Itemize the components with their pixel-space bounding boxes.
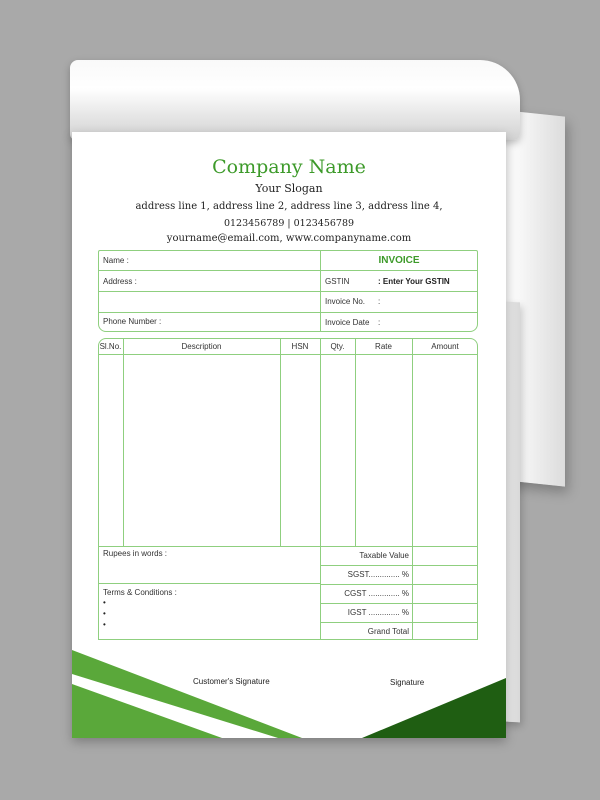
- footer-corner-dark: [362, 678, 506, 738]
- invoice-date-colon: :: [378, 318, 381, 327]
- address-label: Address :: [103, 277, 137, 286]
- col-line-1: [123, 338, 124, 546]
- invoice-date-label: Invoice Date: [325, 318, 370, 327]
- sgst-label: SGST.............. %: [347, 570, 409, 579]
- rupees-in-words-label: Rupees in words :: [103, 549, 168, 558]
- pad-binding-roll: [70, 60, 520, 140]
- gstin-value: : Enter Your GSTIN: [378, 277, 450, 286]
- summary-line-4: [320, 622, 478, 623]
- taxable-value-label: Taxable Value: [359, 551, 409, 560]
- info-row-line-2: [98, 291, 478, 292]
- footer-decoration: [72, 648, 506, 738]
- summary-line-2: [320, 584, 478, 585]
- col-line-4: [355, 338, 356, 546]
- terms-label: Terms & Conditions :: [103, 588, 177, 597]
- col-header-description: Description: [181, 342, 222, 351]
- invoice-no-label: Invoice No.: [325, 297, 366, 306]
- col-header-qty: Qty.: [330, 342, 345, 351]
- name-label: Name :: [103, 256, 129, 265]
- col-header-amount: Amount: [431, 342, 459, 351]
- company-phones: 0123456789 | 0123456789: [223, 218, 355, 229]
- cgst-label: CGST .............. %: [344, 589, 409, 598]
- col-line-2: [280, 338, 281, 546]
- company-slogan: Your Slogan: [255, 182, 323, 195]
- info-row-line-1: [98, 270, 478, 271]
- col-header-rate: Rate: [375, 342, 392, 351]
- igst-label: IGST .............. %: [347, 608, 409, 617]
- col-header-slno: Sl.No.: [99, 342, 122, 351]
- terms-bullet-3: •: [103, 620, 106, 629]
- company-address: address line 1, address line 2, address line 3, address line 4,: [135, 201, 443, 212]
- company-name: Company Name: [212, 156, 366, 178]
- summary-line-1: [320, 565, 478, 566]
- invoice-title: INVOICE: [378, 255, 420, 266]
- phone-label: Phone Number :: [103, 317, 162, 326]
- summary-line-3: [320, 603, 478, 604]
- grand-total-label: Grand Total: [367, 627, 409, 636]
- terms-bullet-1: •: [103, 598, 106, 607]
- gstin-label: GSTIN: [325, 277, 350, 286]
- col-header-hsn: HSN: [291, 342, 309, 351]
- customer-signature-label: Customer's Signature: [193, 677, 270, 686]
- summary-top-line: [98, 546, 478, 547]
- info-row-line-3: [98, 312, 478, 313]
- company-contact: yourname@email.com, www.companyname.com: [166, 233, 412, 244]
- rupees-bottom-line: [98, 583, 320, 584]
- terms-bullet-2: •: [103, 609, 106, 618]
- invoice-sheet: [72, 132, 506, 738]
- invoice-no-colon: :: [378, 297, 381, 306]
- table-header-line: [98, 354, 478, 355]
- signature-label: Signature: [390, 678, 425, 687]
- col-line-5: [412, 338, 413, 640]
